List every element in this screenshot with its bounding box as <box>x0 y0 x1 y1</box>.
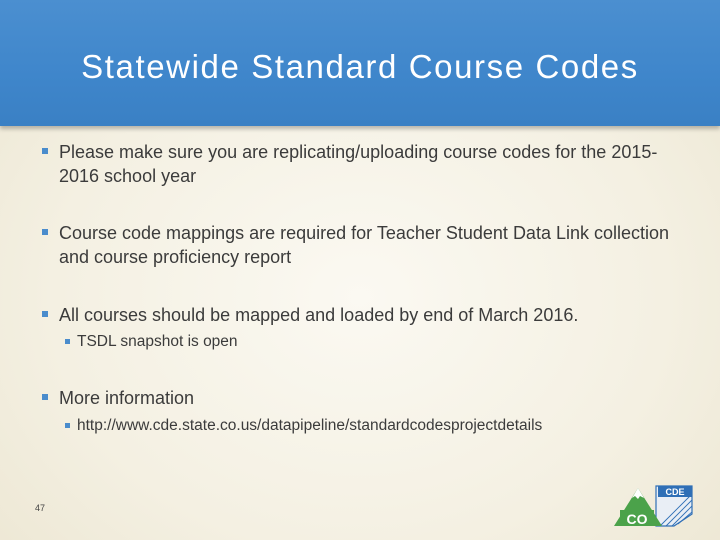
bullet-item <box>42 303 692 327</box>
logo-co-text: CO <box>626 511 648 527</box>
bullet-square-icon <box>65 423 70 428</box>
title-banner <box>0 0 720 126</box>
sub-bullet-text: TSDL snapshot is open <box>77 333 238 350</box>
bullet-text: Course code mappings are required for Teacher Student Data Link collection and course proficiency report <box>59 223 670 267</box>
bullet-square-icon <box>42 311 48 317</box>
bullet-text: All courses should be mapped and loaded by end of March 2016. <box>59 305 579 325</box>
page-number: 47 <box>35 503 46 513</box>
logo-cde-text: CDE <box>665 487 685 497</box>
slide-title: Statewide Standard Course Codes <box>81 48 639 85</box>
sub-bullet-item[interactable] <box>65 416 705 436</box>
bullet-item <box>42 386 692 410</box>
bullet-text: More information <box>59 388 195 408</box>
bullet-square-icon <box>42 394 48 400</box>
bullet-square-icon <box>65 339 70 344</box>
bullet-text: Please make sure you are replicating/uploading course codes for the 2015-2016 school year <box>59 142 658 186</box>
cde-logo-icon <box>612 482 696 528</box>
bullet-item <box>42 140 692 188</box>
bullet-square-icon <box>42 229 48 235</box>
bullet-square-icon <box>42 148 48 154</box>
sub-bullet-item <box>65 332 705 352</box>
bullet-item <box>42 221 692 269</box>
info-link[interactable]: http://www.cde.state.co.us/datapipeline/standardcodesprojectdetails <box>77 417 543 434</box>
